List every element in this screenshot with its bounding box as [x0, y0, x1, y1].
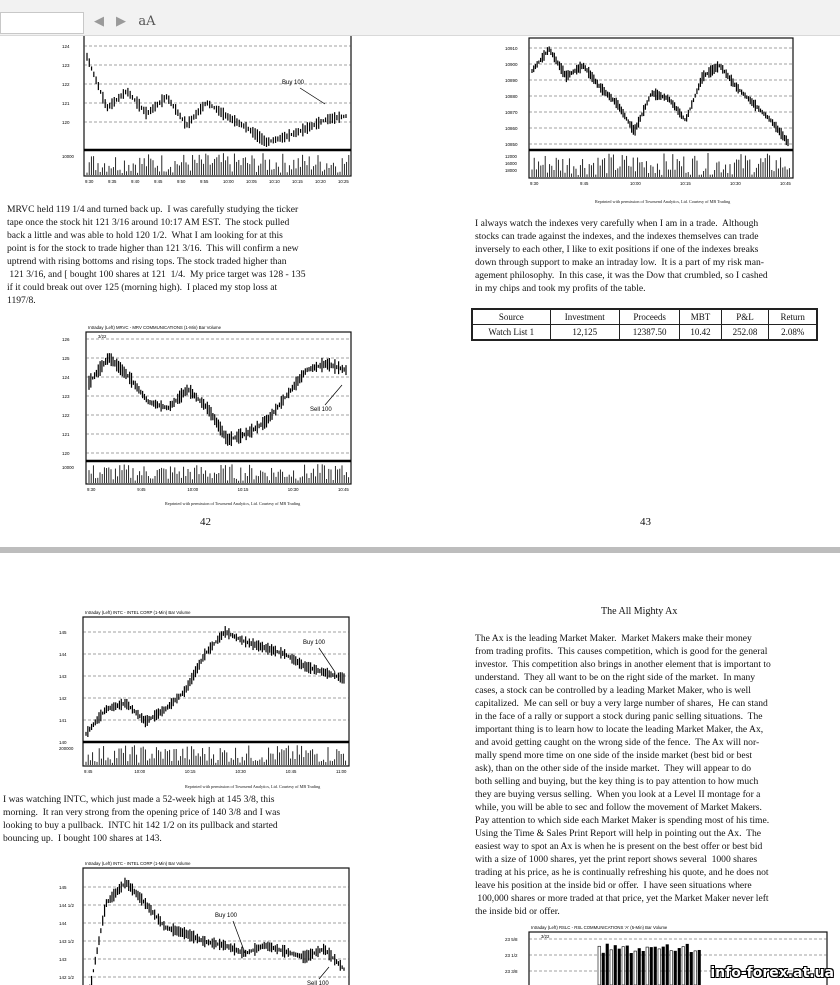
- text-line: tape once the stock hit 121 3/16 around 10:17 AM EST. The stock pulled: [7, 217, 290, 228]
- x-tick-label: 10:45: [338, 487, 349, 492]
- table-cell: 10.42: [680, 325, 721, 341]
- y-tick-label: 122: [62, 82, 70, 87]
- table-header-cell: P&L: [721, 309, 769, 325]
- y-tick-label: 10870: [505, 110, 518, 115]
- candle-bar: [698, 950, 701, 985]
- x-tick-label: 10:25: [338, 179, 349, 184]
- text-line: capitalized. Me can sell or buy a very large number of shares, He can stand: [475, 698, 768, 709]
- x-tick-label: 9:45: [137, 487, 146, 492]
- y-tick-label: 23 5/8: [505, 937, 518, 942]
- y-tick-label: 121: [62, 432, 70, 437]
- y-tick-label: 10900: [505, 62, 518, 67]
- text-line: 1197/8.: [7, 295, 36, 306]
- text-line: if it could break out over 125 (morning high). I placed my stop loss at: [7, 282, 278, 293]
- table-cell: 12387.50: [619, 325, 679, 341]
- table-cell: 2.08%: [769, 325, 817, 341]
- candle-bar: [694, 951, 697, 985]
- intc-paragraph: [3, 793, 280, 845]
- index-paragraph: [475, 217, 768, 295]
- y-tick-label: 143 1/2: [59, 939, 75, 944]
- table-row: [472, 325, 817, 341]
- candle-bar: [630, 953, 633, 985]
- volume-tick-label: 10000: [62, 154, 74, 159]
- text-line: 121 3/16, and [ bought 100 shares at 121 1/4. My price target was 128 - 135: [7, 269, 306, 280]
- x-tick-label: 11:00: [336, 769, 347, 774]
- y-tick-label: 10860: [505, 126, 518, 131]
- text-size-button[interactable]: aA: [138, 14, 156, 29]
- x-tick-label: 9:45: [580, 181, 589, 186]
- y-tick-label: 142: [59, 696, 67, 701]
- text-line: important thing is to learn how to locate the leading Market Maker, the Ax,: [475, 724, 764, 735]
- y-tick-label: 120: [62, 451, 70, 456]
- chart-mrvc-buy: [60, 36, 355, 186]
- text-line: while, you will be able to sec and follow the movement of Market Makers.: [475, 802, 762, 813]
- y-tick-label: 140: [59, 740, 67, 745]
- chart-dow-index: [503, 36, 797, 192]
- candle-bar: [674, 951, 677, 985]
- x-tick-label: 10:05: [246, 179, 257, 184]
- chart-annotation: Buy 100: [215, 913, 238, 919]
- table-header-cell: Source: [472, 309, 550, 325]
- text-line: morning. It ran very strong from the opening price of 140 3/8 and I was: [3, 807, 281, 818]
- candle-bar: [602, 953, 605, 985]
- y-tick-label: 123: [62, 394, 70, 399]
- chart-annotation: Buy 100: [282, 80, 305, 86]
- y-tick-label: 10910: [505, 46, 518, 51]
- text-line: both selling and buying, but the key thing is to pay attention to how much: [475, 776, 759, 787]
- x-tick-label: 9:55: [200, 179, 209, 184]
- text-line: Using the Time & Sales Print Report will help in pointing out the Ax. The: [475, 828, 762, 839]
- section-title: The All Mighty Ax: [601, 606, 678, 617]
- text-line: MRVC held 119 1/4 and turned back up. I was carefully studying the ticker: [7, 204, 299, 215]
- watermark: info-forex.at.ua: [710, 965, 834, 981]
- page-number-left: 42: [200, 516, 211, 528]
- candle-bar: [678, 948, 681, 985]
- x-tick-label: 10:00: [134, 769, 146, 774]
- search-input[interactable]: [0, 12, 84, 34]
- y-tick-label: 124: [62, 375, 70, 380]
- chart-frame: [529, 38, 793, 178]
- candle-bar: [642, 951, 645, 985]
- text-line: in my chips and took my profits of the table.: [475, 283, 646, 294]
- y-tick-label: 120: [62, 120, 70, 125]
- y-tick-label: 143: [59, 957, 67, 962]
- y-tick-label: 122: [62, 413, 70, 418]
- chart-caption: Reprinted with permission of Townsend Analytics, Ltd. Courtesy of MB Trading: [595, 199, 731, 204]
- text-line: leave his position at the inside bid or offer. I have seen situations where: [475, 880, 752, 891]
- x-tick-label: 10:45: [285, 769, 297, 774]
- table-header-cell: Return: [769, 309, 817, 325]
- text-line: looking to buy a pullback. INTC hit 142 1/2 on its pullback and started: [3, 820, 278, 831]
- y-tick-label: 10880: [505, 94, 518, 99]
- reader-toolbar: [0, 0, 840, 36]
- text-line: from trading profits. This causes competition, which is good for the general: [475, 646, 768, 657]
- text-line: I was watching INTC, which just made a 52-week high at 145 3/8, this: [3, 794, 275, 805]
- chart-caption: Reprinted with permission of Townsend Analytics, Ltd. Courtesy of MB Trading: [185, 784, 321, 789]
- text-line: uptrend with rising bottoms and rising tops. The stock traded higher than: [7, 256, 287, 267]
- x-tick-label: 10:00: [630, 181, 641, 186]
- chart-header: Intraday (Left) MRVC - MRV COMMUNICATIONS (1-Min) Bar Volume: [88, 325, 221, 330]
- x-tick-label: 9:40: [131, 179, 140, 184]
- y-tick-label: 144: [59, 921, 67, 926]
- book-page-spread-1: [0, 36, 840, 547]
- candle-bar: [614, 945, 617, 985]
- chart-mrvc-sell: [60, 319, 355, 499]
- y-tick-label: 143: [59, 674, 67, 679]
- text-line: with a size of 1000 shares, yet the print report shows several 1000 shares: [475, 854, 758, 865]
- y-tick-label: 126: [62, 337, 70, 342]
- candle-bar: [626, 946, 629, 985]
- x-tick-label: 10:30: [235, 769, 246, 774]
- x-tick-label: 10:00: [223, 179, 234, 184]
- text-line: easiest way to spot an Ax is when he is present on the best offer or best bid: [475, 841, 763, 852]
- text-line: mally spend more time on one side of the inside market (best bid or best: [475, 750, 753, 761]
- text-line: point is for the stock to trade higher than 121 3/16. This will confirm a new: [7, 243, 299, 254]
- volume-tick-label: 10000: [62, 465, 74, 470]
- volume-tick-label: 12000: [505, 154, 517, 159]
- table-header-cell: Investment: [550, 309, 619, 325]
- table-cell: Watch List 1: [472, 325, 550, 341]
- table-header-cell: MBT: [680, 309, 721, 325]
- volume-tick-label: 200000: [59, 746, 74, 751]
- y-tick-label: 10850: [505, 142, 518, 147]
- text-line: the inside bid or offer.: [475, 906, 560, 917]
- x-tick-label: 10:45: [780, 181, 791, 186]
- candle-bar: [666, 945, 669, 985]
- y-tick-label: 144 1/2: [59, 903, 75, 908]
- book-page-spread-2: [0, 553, 840, 985]
- candle-bar: [686, 944, 689, 985]
- y-tick-label: 142 1/2: [59, 975, 75, 980]
- chart-annotation: Sell 100: [307, 981, 329, 985]
- y-tick-label: 145: [59, 630, 67, 635]
- text-line: The Ax is the leading Market Maker. Market Makers make their money: [475, 633, 752, 644]
- y-tick-label: 23 3/8: [505, 969, 518, 974]
- text-line: ask), than on the other side of the inside market. They will appear to do: [475, 763, 752, 774]
- y-tick-label: 123: [62, 63, 70, 68]
- mrvc-paragraph: [7, 203, 306, 307]
- candle-bar: [650, 947, 653, 985]
- chart-annotation: Buy 100: [303, 640, 326, 646]
- results-table: [471, 308, 818, 341]
- text-line: trading at his price, as he is continually refreshing his quote, and he does not: [475, 867, 769, 878]
- page-number-right: 43: [640, 516, 651, 528]
- text-line: they are buying versus selling. When you look at a Level II montage for a: [475, 789, 761, 800]
- text-line: bouncing up. I bought 100 shares at 143.: [3, 833, 162, 844]
- y-tick-label: 141: [59, 718, 67, 723]
- x-tick-label: 10:15: [292, 179, 303, 184]
- chart-caption: Reprinted with permission of Townsend Analytics, Ltd. Courtesy of MB Trading: [165, 501, 301, 506]
- table-cell: 252.08: [721, 325, 769, 341]
- chevron-left-icon[interactable]: ◀: [94, 14, 104, 29]
- y-tick-label: 125: [62, 356, 70, 361]
- x-tick-label: 10:15: [237, 487, 249, 492]
- x-tick-label: 10:15: [184, 769, 196, 774]
- text-line: investor. This competition also brings in another element that is important to: [475, 659, 771, 670]
- volume-tick-label: 18000: [505, 168, 517, 173]
- candle-bar: [618, 949, 621, 985]
- candle-bar: [654, 947, 657, 985]
- candle-bar: [658, 949, 661, 985]
- table-header-cell: Proceeds: [619, 309, 679, 325]
- x-tick-label: 9:30: [530, 181, 539, 186]
- x-tick-label: 9:35: [108, 179, 117, 184]
- text-line: cases, a stock can be controlled by a leading Market Maker, who is well: [475, 685, 751, 696]
- ax-paragraph: [475, 632, 771, 918]
- chart-header: Intraday (Left) INTC - INTEL CORP (1-Min) Bar Volume: [85, 610, 191, 615]
- y-tick-label: 124: [62, 44, 70, 49]
- annotation-arrow: [325, 385, 342, 405]
- chart-intc-sell: [57, 855, 353, 985]
- x-tick-label: 9:50: [177, 179, 186, 184]
- chart-date: 3/22: [541, 934, 550, 939]
- text-line: I always watch the indexes very carefully when I am in a trade. Although: [475, 218, 759, 229]
- volume-tick-label: 16000: [505, 161, 517, 166]
- candle-bar: [682, 947, 685, 985]
- text-line: stocks can trade against the indexes, and the indexes themselves can trade: [475, 231, 759, 242]
- x-tick-label: 10:10: [269, 179, 280, 184]
- text-line: down through support to make an intraday low. It is a part of my risk man-: [475, 257, 764, 268]
- candle-bar: [606, 944, 609, 985]
- candle-bar: [670, 951, 673, 985]
- candle-bar: [610, 950, 613, 985]
- candle-bar: [622, 947, 625, 985]
- x-tick-label: 10:30: [730, 181, 741, 186]
- x-tick-label: 9:30: [87, 487, 96, 492]
- text-line: in the face of a rally or support a stock during panic selling situations. The: [475, 711, 763, 722]
- y-tick-label: 23 1/2: [505, 953, 518, 958]
- chart-date: 3/22: [98, 334, 107, 339]
- chart-intc-buy: [57, 604, 353, 784]
- candle-bar: [646, 947, 649, 985]
- text-line: inversely to each other, I like to exit positions if one of the indexes breaks: [475, 244, 759, 255]
- chart-frame: [84, 36, 351, 176]
- y-tick-label: 121: [62, 101, 70, 106]
- candle-bar: [634, 951, 637, 985]
- text-line: back a little and was able to hold 120 1/2. What I am looking for at this: [7, 230, 283, 241]
- y-tick-label: 10890: [505, 78, 518, 83]
- text-line: understand. They all want to be on the right side of the market. In many: [475, 672, 756, 683]
- y-tick-label: 144: [59, 652, 67, 657]
- x-tick-label: 10:15: [680, 181, 691, 186]
- candle-bar: [662, 947, 665, 985]
- table-cell: 12,125: [550, 325, 619, 341]
- text-line: and avoid getting caught on the wrong side of the fence. The Ax will nor-: [475, 737, 760, 748]
- text-line: 100,000 shares or more traded at that price, yet the Market Maker never left: [475, 893, 769, 904]
- x-tick-label: 10:30: [287, 487, 299, 492]
- candle-bar: [638, 948, 641, 985]
- candle-bar: [598, 946, 601, 985]
- x-tick-label: 10:00: [187, 487, 199, 492]
- chart-annotation: Sell 100: [310, 407, 332, 413]
- y-tick-label: 145: [59, 885, 67, 890]
- candle-bar: [690, 952, 693, 985]
- chart-header: Intraday (Left) INTC - INTEL CORP (1-Min) Bar Volume: [85, 861, 191, 866]
- x-tick-label: 9:30: [85, 179, 94, 184]
- chevron-right-icon[interactable]: ▶: [116, 14, 126, 29]
- x-tick-label: 9:45: [84, 769, 93, 774]
- x-tick-label: 10:20: [315, 179, 326, 184]
- annotation-arrow: [300, 88, 325, 104]
- x-tick-label: 9:45: [154, 179, 163, 184]
- chart-header: Intraday (Left) RSLC - RSL COMMUNICATIONS 'A' (5-Min) Bar Volume: [531, 925, 668, 930]
- text-line: Pay attention to which side each Market Maker is spending most of his time.: [475, 815, 770, 826]
- text-line: agement philosophy. In this case, it was the Dow that crumbled, so I cashed: [475, 270, 768, 281]
